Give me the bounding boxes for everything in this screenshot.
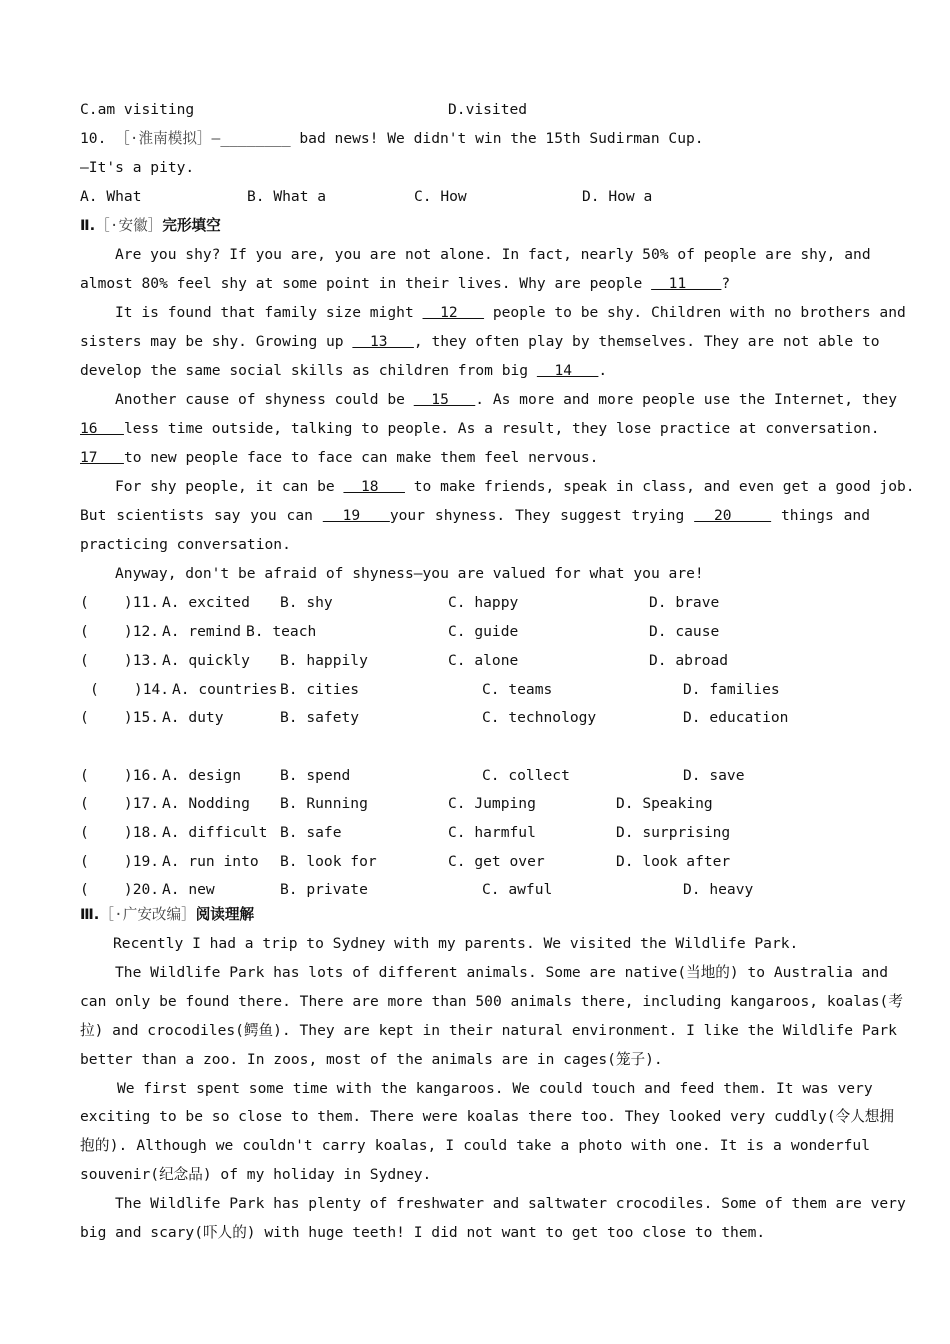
cloze-p4-line2 xyxy=(80,506,870,526)
reading-p2-line1: The Wildlife Park has lots of different animals. Some are native(当地的) to Australia and xyxy=(115,964,889,981)
option-b[interactable]: B. shy xyxy=(280,594,333,611)
option-a[interactable]: A. design xyxy=(162,767,242,784)
option-b[interactable]: B. safety xyxy=(280,709,360,726)
question-number: ( )19. xyxy=(80,853,160,870)
cloze-text: to make friends, speak in class, and even get a good job. xyxy=(404,478,915,495)
section-3-heading xyxy=(80,905,254,925)
blank-14: 14 xyxy=(536,362,599,379)
option-d[interactable]: D. education xyxy=(683,709,789,726)
option-c[interactable]: C. alone xyxy=(448,652,519,669)
cloze-p3-line1 xyxy=(115,390,897,410)
blank-20: 20 xyxy=(694,507,772,524)
cloze-text: less time outside, talking to people. As a result, they lose practice at conversation. xyxy=(123,420,880,437)
option-c[interactable]: C. harmful xyxy=(448,824,536,841)
option-a[interactable]: A. quickly xyxy=(162,652,250,669)
question-number: ( )13. xyxy=(80,652,160,669)
cloze-text: It is found that family size might xyxy=(115,304,423,321)
option-a[interactable]: A. remind xyxy=(162,623,242,640)
option-d[interactable]: D. surprising xyxy=(616,824,731,841)
option-d[interactable]: D. abroad xyxy=(649,652,729,669)
reading-p3-line3: 抱的). Although we couldn't carry koalas, I could take a photo with one. It is a wonderful xyxy=(80,1137,870,1154)
cloze-text: almost 80% feel shy at some point in their lives. Why are people xyxy=(80,275,652,292)
reading-p2-line4: better than a zoo. In zoos, most of the animals are in cages(笼子). xyxy=(80,1051,663,1068)
blank-15: 15 xyxy=(413,391,476,408)
cloze-text: , they often play by themselves. They are not able to xyxy=(413,333,880,350)
cloze-p2-line2 xyxy=(80,332,880,352)
question-number: ( )11. xyxy=(80,594,160,611)
reading-p3-line1: We first spent some time with the kangaroos. We could touch and feed them. It was very xyxy=(117,1080,873,1097)
cloze-text: Another cause of shyness could be xyxy=(115,391,414,408)
cloze-text: But scientists say you can xyxy=(80,507,323,524)
cloze-text: ? xyxy=(721,275,731,292)
cloze-p2-line3 xyxy=(80,361,607,381)
q10-stem xyxy=(80,129,704,149)
q9-option-d: D.visited xyxy=(448,101,528,118)
option-d[interactable]: D. families xyxy=(683,681,780,698)
option-b[interactable]: B. happily xyxy=(280,652,368,669)
cloze-p2-line1 xyxy=(115,303,906,323)
cloze-text: things and xyxy=(771,507,870,524)
question-number: ( )14. xyxy=(90,681,170,698)
q10-option-b: B. What a xyxy=(247,188,327,205)
cloze-p1-line2 xyxy=(80,274,730,294)
question-number: ( )18. xyxy=(80,824,160,841)
reading-p2-line2: can only be found there. There are more than 500 animals there, including kangaroos, koalas(考 xyxy=(80,993,903,1010)
cloze-p3-line3 xyxy=(80,448,598,468)
option-c[interactable]: C. awful xyxy=(482,881,553,898)
cloze-text: develop the same social skills as children from big xyxy=(80,362,537,379)
cloze-text: your shyness. They suggest trying xyxy=(389,507,695,524)
cloze-text: sisters may be shy. Growing up xyxy=(80,333,353,350)
option-b[interactable]: B. cities xyxy=(280,681,360,698)
q10-prefix: 10. ［ xyxy=(80,130,130,147)
question-number: ( )12. xyxy=(80,623,160,640)
q9-option-c: C.am visiting xyxy=(80,101,195,118)
option-b[interactable]: B. private xyxy=(280,881,368,898)
option-d[interactable]: D. cause xyxy=(649,623,720,640)
reading-p3-line4: souvenir(纪念品) of my holiday in Sydney. xyxy=(80,1166,432,1183)
option-a[interactable]: A. countries xyxy=(172,681,278,698)
q10-bracket: ］— xyxy=(196,130,221,147)
q10-source: ·淮南模拟 xyxy=(129,130,197,147)
option-c[interactable]: C. collect xyxy=(482,767,570,784)
section-2-title: 完形填空 xyxy=(162,217,221,234)
option-c[interactable]: C. get over xyxy=(448,853,545,870)
cloze-p1-line1: Are you shy? If you are, you are not alone. In fact, nearly 50% of people are shy, and xyxy=(115,246,871,263)
option-b[interactable]: B. look for xyxy=(280,853,377,870)
option-b[interactable]: B. safe xyxy=(280,824,342,841)
option-a[interactable]: A. excited xyxy=(162,594,250,611)
question-number: ( )20. xyxy=(80,881,160,898)
question-number: ( )17. xyxy=(80,795,160,812)
option-a[interactable]: A. new xyxy=(162,881,215,898)
reading-p4-line2: big and scary(吓人的) with huge teeth! I did not want to get too close to them. xyxy=(80,1224,766,1241)
option-b[interactable]: B. spend xyxy=(280,767,351,784)
blank-13: 13 xyxy=(352,333,414,350)
cloze-text: to new people face to face can make them feel nervous. xyxy=(123,449,599,466)
option-d[interactable]: D. save xyxy=(683,767,745,784)
section-3-source: ［·广安改编］ xyxy=(99,906,196,923)
option-d[interactable]: D. look after xyxy=(616,853,731,870)
cloze-text: . As more and more people use the Internet, they xyxy=(475,391,897,408)
cloze-text: people to be shy. Children with no brothers and xyxy=(484,304,906,321)
option-c[interactable]: C. technology xyxy=(482,709,597,726)
option-a[interactable]: A. Nodding xyxy=(162,795,250,812)
section-3-title: 阅读理解 xyxy=(195,906,255,923)
reading-p4-line1: The Wildlife Park has plenty of freshwater and saltwater crocodiles. Some of them are very xyxy=(115,1195,906,1212)
option-d[interactable]: D. Speaking xyxy=(616,795,713,812)
option-c[interactable]: C. happy xyxy=(448,594,519,611)
section-2-source: ［·安徽］ xyxy=(95,217,163,234)
option-a[interactable]: A. difficult xyxy=(162,824,268,841)
cloze-p3-line2 xyxy=(80,419,880,439)
blank-12: 12 xyxy=(422,304,485,321)
q10-text: bad news! We didn't win the 15th Sudirman Cup. xyxy=(290,130,704,147)
option-d[interactable]: D. heavy xyxy=(683,881,754,898)
q10-option-d: D. How a xyxy=(582,188,653,205)
blank-18: 18 xyxy=(343,478,405,495)
reading-p1: Recently I had a trip to Sydney with my parents. We visited the Wildlife Park. xyxy=(113,935,799,952)
q10-option-c: C. How xyxy=(414,188,467,205)
option-b[interactable]: B. teach xyxy=(246,623,317,640)
q10-blank: ________ xyxy=(220,130,291,147)
reading-p2-line3: 拉) and crocodiles(鳄鱼). They are kept in their natural environment. I like the Wildlife Park xyxy=(80,1022,897,1039)
option-d[interactable]: D. brave xyxy=(649,594,720,611)
cloze-p4-line3: practicing conversation. xyxy=(80,536,291,553)
blank-16: 16 xyxy=(80,420,124,437)
cloze-text: . xyxy=(598,362,608,379)
q10-reply: —It's a pity. xyxy=(80,159,195,176)
reading-p3-line2: exciting to be so close to them. There were koalas there too. They looked very cuddly(令人想拥 xyxy=(80,1108,894,1125)
section-3-number: Ⅲ. xyxy=(80,906,100,923)
section-2-number: Ⅱ. xyxy=(80,217,96,234)
option-a[interactable]: A. run into xyxy=(162,853,259,870)
option-c[interactable]: C. guide xyxy=(448,623,519,640)
blank-19: 19 xyxy=(322,507,390,524)
cloze-text: For shy people, it can be xyxy=(115,478,344,495)
option-b[interactable]: B. Running xyxy=(280,795,368,812)
blank-11: 11 xyxy=(651,275,722,292)
cloze-p4-line1 xyxy=(115,477,915,497)
option-c[interactable]: C. Jumping xyxy=(448,795,536,812)
question-number: ( )16. xyxy=(80,767,160,784)
cloze-p5: Anyway, don't be afraid of shyness—you are valued for what you are! xyxy=(115,565,704,582)
blank-17: 17 xyxy=(80,449,124,466)
question-number: ( )15. xyxy=(80,709,160,726)
q10-option-a: A. What xyxy=(80,188,142,205)
option-c[interactable]: C. teams xyxy=(482,681,553,698)
section-2-heading xyxy=(80,216,221,236)
option-a[interactable]: A. duty xyxy=(162,709,224,726)
